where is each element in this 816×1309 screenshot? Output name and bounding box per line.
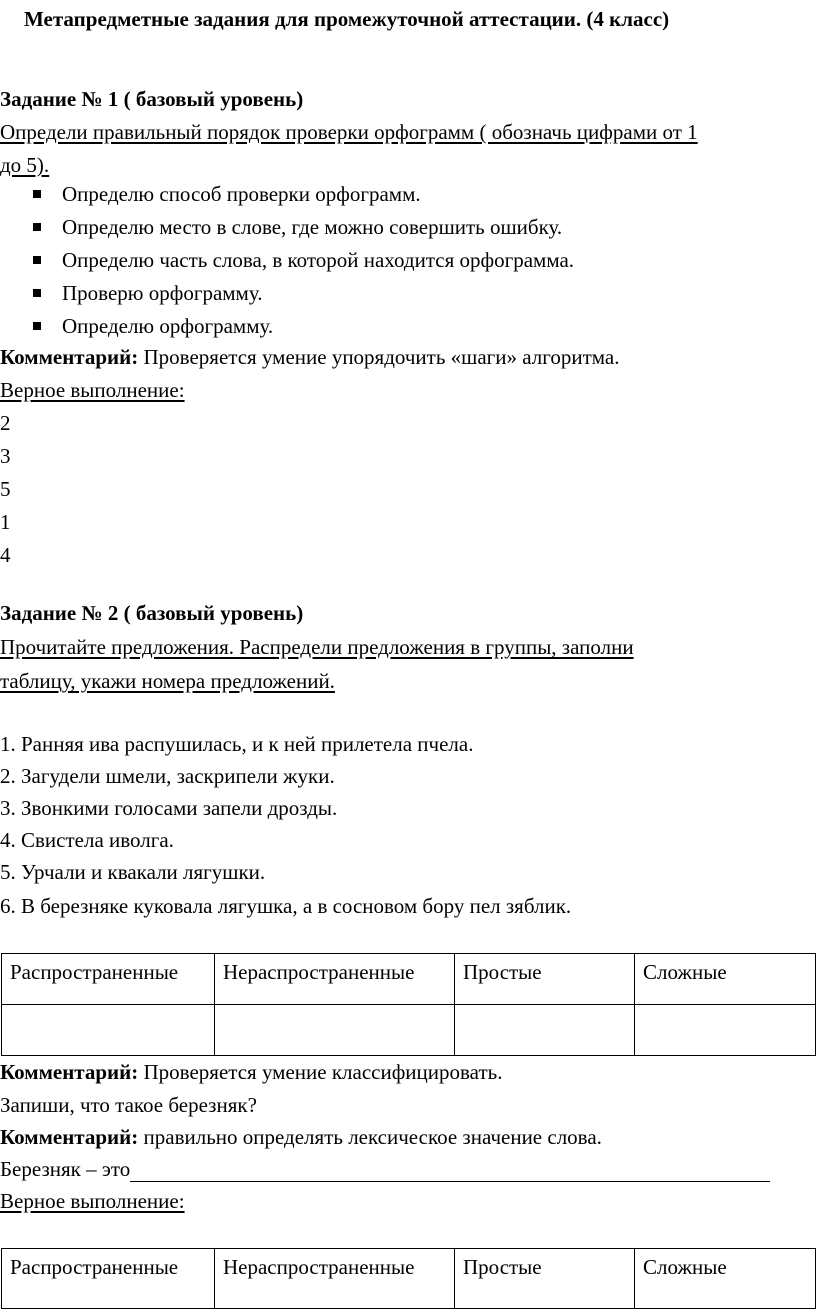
task1-answer: 4 <box>0 543 11 567</box>
answer-blank-line[interactable] <box>130 1159 770 1182</box>
table-row <box>2 1005 816 1056</box>
task2-comment1 <box>0 1059 502 1085</box>
task2-comment2 <box>0 1124 602 1150</box>
task1-answer: 3 <box>0 444 11 468</box>
task1-item: Проверю орфограмму. <box>62 281 263 305</box>
task2-instruction-line1: Прочитайте предложения. Распредели предложения в группы, заполни <box>0 635 634 659</box>
task1-heading: Задание № 1 ( базовый уровень) <box>0 87 304 111</box>
table-header-row <box>2 954 816 1005</box>
table-header-cell: Распространенные <box>2 1249 215 1309</box>
bullet-icon <box>33 289 41 297</box>
table-empty-cell[interactable] <box>2 1005 215 1056</box>
task2-instruction-line2: таблицу, укажи номера предложений. <box>0 669 335 693</box>
task1-item: Определю часть слова, в которой находится орфограмма. <box>62 248 575 272</box>
bullet-icon <box>33 190 41 198</box>
table-header-cell: Сложные <box>635 954 816 1005</box>
task1-item: Определю орфограмму. <box>62 314 274 338</box>
task2-answer-label: Верное выполнение: <box>0 1189 185 1213</box>
task1-answer: 5 <box>0 477 11 501</box>
bullet-icon <box>33 322 41 330</box>
table-header-cell: Нераспространенные <box>215 954 455 1005</box>
classification-table <box>1 953 816 1056</box>
comment-label: Комментарий: <box>0 1060 139 1084</box>
document-title: Метапредметные задания для промежуточной аттестации. (4 класс) <box>24 7 670 31</box>
table-header-cell: Распространенные <box>2 954 215 1005</box>
task1-answer-label: Верное выполнение: <box>0 378 185 402</box>
sentence-item: 4. Свистела иволга. <box>0 828 174 852</box>
table-empty-cell[interactable] <box>215 1005 455 1056</box>
sentence-item: 3. Звонкими голосами запели дрозды. <box>0 796 338 820</box>
comment-text: Проверяется умение классифицировать. <box>138 1060 503 1084</box>
fill-in-row <box>0 1156 770 1182</box>
table-header-row <box>2 1249 816 1309</box>
answer-table <box>1 1248 816 1309</box>
sentence-item: 2. Загудели шмели, заскрипели жуки. <box>0 764 335 788</box>
table-header-cell: Нераспространенные <box>215 1249 455 1309</box>
task1-instruction-line1: Определи правильный порядок проверки орфограмм ( обозначь цифрами от 1 <box>0 120 698 144</box>
task1-answer: 2 <box>0 411 11 435</box>
sentence-item: 5. Урчали и квакали лягушки. <box>0 860 266 884</box>
table-header-cell: Сложные <box>635 1249 816 1309</box>
fill-prompt: Березняк – это <box>0 1157 131 1181</box>
comment-label: Комментарий: <box>0 345 139 369</box>
comment-label: Комментарий: <box>0 1125 139 1149</box>
sentence-item: 1. Ранняя ива распушилась, и к ней прилетела пчела. <box>0 732 474 756</box>
task1-item: Определю способ проверки орфограмм. <box>62 182 421 206</box>
bullet-icon <box>33 256 41 264</box>
task1-item: Определю место в слове, где можно совершить ошибку. <box>62 215 563 239</box>
task1-comment <box>0 344 619 370</box>
bullet-icon <box>33 223 41 231</box>
table-empty-cell[interactable] <box>635 1005 816 1056</box>
task2-question: Запиши, что такое березняк? <box>0 1093 257 1117</box>
table-header-cell: Простые <box>455 1249 635 1309</box>
comment-text: Проверяется умение упорядочить «шаги» алгоритма. <box>138 345 620 369</box>
task1-answer: 1 <box>0 510 11 534</box>
task1-instruction-line2: до 5). <box>0 153 50 177</box>
task2-heading: Задание № 2 ( базовый уровень) <box>0 601 304 625</box>
sentence-item: 6. В березняке куковала лягушка, а в сосновом бору пел зяблик. <box>0 894 572 918</box>
comment-text: правильно определять лексическое значение слова. <box>138 1125 602 1149</box>
table-empty-cell[interactable] <box>455 1005 635 1056</box>
table-header-cell: Простые <box>455 954 635 1005</box>
